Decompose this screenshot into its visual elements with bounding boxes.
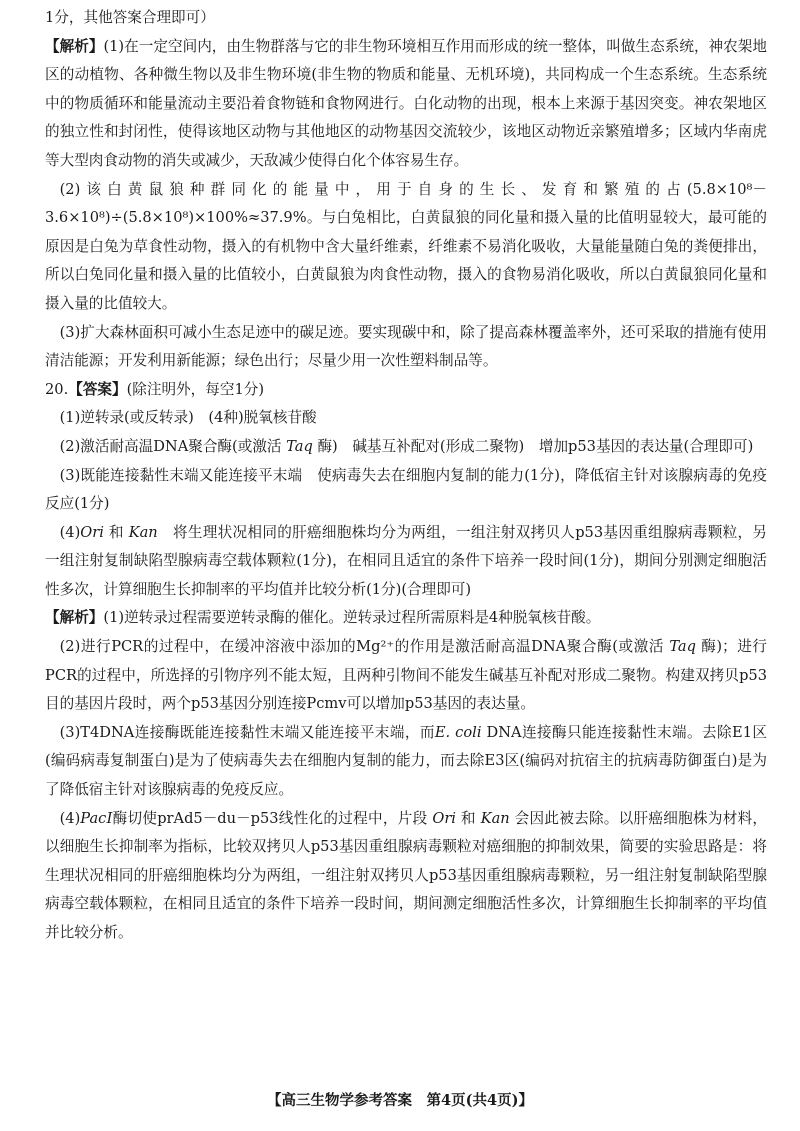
answer-tag: 【答案】 xyxy=(68,380,127,398)
footer-title: 【高三生物学参考答案 xyxy=(267,1092,413,1109)
q20-analysis-2-pre: (2)进行PCR的过程中，在缓冲溶液中添加的Mg²⁺的作用是激活耐高温DNA聚合酶(或激活 xyxy=(59,638,665,656)
q20-analysis-3-pre: (3)T4DNA连接酶既能连接黏性末端又能连接平末端，而 xyxy=(59,723,435,741)
kan-term: Kan xyxy=(128,523,158,541)
analysis-tag: 【解析】 xyxy=(45,37,104,55)
page-content xyxy=(45,4,767,948)
ori-term: Ori xyxy=(80,523,104,541)
q20-answer-1: (1)逆转录(或反转录) (4种)脱氧核苷酸 xyxy=(59,409,317,427)
q20-answer-2-pre: (2)激活耐高温DNA聚合酶(或激活 xyxy=(59,437,282,455)
q20-answer-2-post: 酶) 碱基互补配对(形成二聚物) 增加p53基因的表达量(合理即可) xyxy=(317,437,754,455)
q19-analysis-1 xyxy=(45,33,767,176)
q20-analysis-2 xyxy=(45,633,767,719)
q20-answer-3: (3)既能连接黏性末端又能连接平末端 使病毒失去在细胞内复制的能力(1分)，降低宿主针对该腺病毒的免疫反应(1分) xyxy=(45,466,767,513)
kan-term-2: Kan xyxy=(480,809,510,827)
q20-answer-heading xyxy=(45,376,767,405)
q20-answer-2 xyxy=(45,433,767,462)
q20-answer-4-post: 将生理状况相同的肝癌细胞株均分为两组，一组注射双拷贝人p53基因重组腺病毒颗粒，另一组注射复制缺陷型腺病毒空载体颗粒(1分)，在相同且适宜的条件下培养一段时间(1分)，期间分别测定细胞活性多次，计算细胞生长抑制率的平均值并比较分析(1分)(合理即可) xyxy=(45,523,767,598)
q19-analysis-3: (3)扩大森林面积可减小生态足迹中的碳足迹。要实现碳中和，除了提高森林覆盖率外，还可采取的措施有使用清洁能源；开发利用新能源；绿色出行；尽量少用一次性塑料制品等。 xyxy=(45,323,767,370)
q20-analysis-4-mid: 酶切使prAd5－du－p53线性化的过程中，片段 xyxy=(112,809,428,827)
q20-analysis-3-post: DNA连接酶只能连接黏性末端。去除E1区(编码病毒复制蛋白)是为了使病毒失去在细胞内复制的能力，而去除E3区(编码对抗宿主的抗病毒防御蛋白)是为了降低宿主针对该腺病毒的免疫反应。 xyxy=(45,723,768,799)
q20-number: 20. xyxy=(45,380,69,398)
ori-term-2: Ori xyxy=(432,809,456,827)
q20-answer-4-pre: (4) xyxy=(59,523,81,541)
ecoli-term: E. coli xyxy=(434,723,482,741)
q20-analysis-2-post: 酶)；进行PCR的过程中，所选择的引物序列不能太短，且两种引物间不能发生碱基互补配对形成二聚物。构建双拷贝p53目的基因片段时，两个p53基因分别连接Pcmv可以增加p53基因的表达量。 xyxy=(45,638,768,713)
footer-page-number: 第4页(共4页)】 xyxy=(426,1092,533,1109)
q20-analysis-4-pre: (4) xyxy=(59,809,81,827)
q20-analysis-3 xyxy=(45,719,767,805)
q20-analysis-4 xyxy=(45,805,767,948)
q20-answer-4-and: 和 xyxy=(108,523,124,541)
q20-answer-4 xyxy=(45,519,767,605)
q20-analysis-4-and: 和 xyxy=(460,809,476,827)
page-footer xyxy=(0,1090,800,1112)
paci-term: PacⅠ xyxy=(80,809,113,827)
q19-analysis-1-text: (1)在一定空间内，由生物群落与它的非生物环境相互作用而形成的统一整体，叫做生态系统，神农架地区的动植物、各种微生物以及非生物环境(非生物的物质和能量、无机环境)，共同构成一个生态系统。生态系统中的物质循环和能量流动主要沿着食物链和食物网进行。白化动物的出现，根本上来源于基因突变。神农架地区的独立性和封闭性，使得该地区动物与其他地区的动物基因交流较少，该地区动物近亲繁殖增多；区域内华南虎等大型肉食动物的消失或减少，天敌减少使得白化个体容易生存。 xyxy=(45,37,767,169)
taq-term-2: Taq xyxy=(669,638,696,656)
taq-term: Taq xyxy=(286,437,313,455)
continued-line: 1分，其他答案合理即可） xyxy=(45,9,215,26)
q20-analysis-4-post: 会因此被去除。以肝癌细胞株为材料，以细胞生长抑制率为指标，比较双拷贝人p53基因重组腺病毒颗粒对癌细胞的抑制效果，简要的实验思路是：将生理状况相同的肝癌细胞株均分为两组，一组注射双拷贝人p53基因重组腺病毒颗粒，另一组注射复制缺陷型腺病毒空载体颗粒，在相同且适宜的条件下培养一段时间，期间测定细胞活性多次，计算细胞生长抑制率的平均值并比较分析。 xyxy=(45,809,768,941)
q19-analysis-2: (2)该白黄鼠狼种群同化的能量中，用于自身的生长、发育和繁殖的占(5.8×10⁸－3.6×10⁸)÷(5.8×10⁸)×100%≈37.9%。与白兔相比，白黄鼠狼的同化量和摄入量的比值明显较大，最可能的原因是白兔为草食性动物，摄入的有机物中含大量纤维素，纤维素不易消化吸收，大量能量随白兔的粪便排出，所以白兔同化量和摄入量的比值较小，白黄鼠狼为肉食性动物，摄入的食物易消化吸收，所以白黄鼠狼同化量和摄入量的比值较大。 xyxy=(45,180,767,312)
q20-analysis-1 xyxy=(45,604,767,633)
analysis-tag-2: 【解析】 xyxy=(45,609,104,627)
answer-note: (除注明外，每空1分) xyxy=(126,380,265,398)
q20-analysis-1-text: (1)逆转录过程需要逆转录酶的催化。逆转录过程所需原料是4种脱氧核苷酸。 xyxy=(103,609,601,627)
